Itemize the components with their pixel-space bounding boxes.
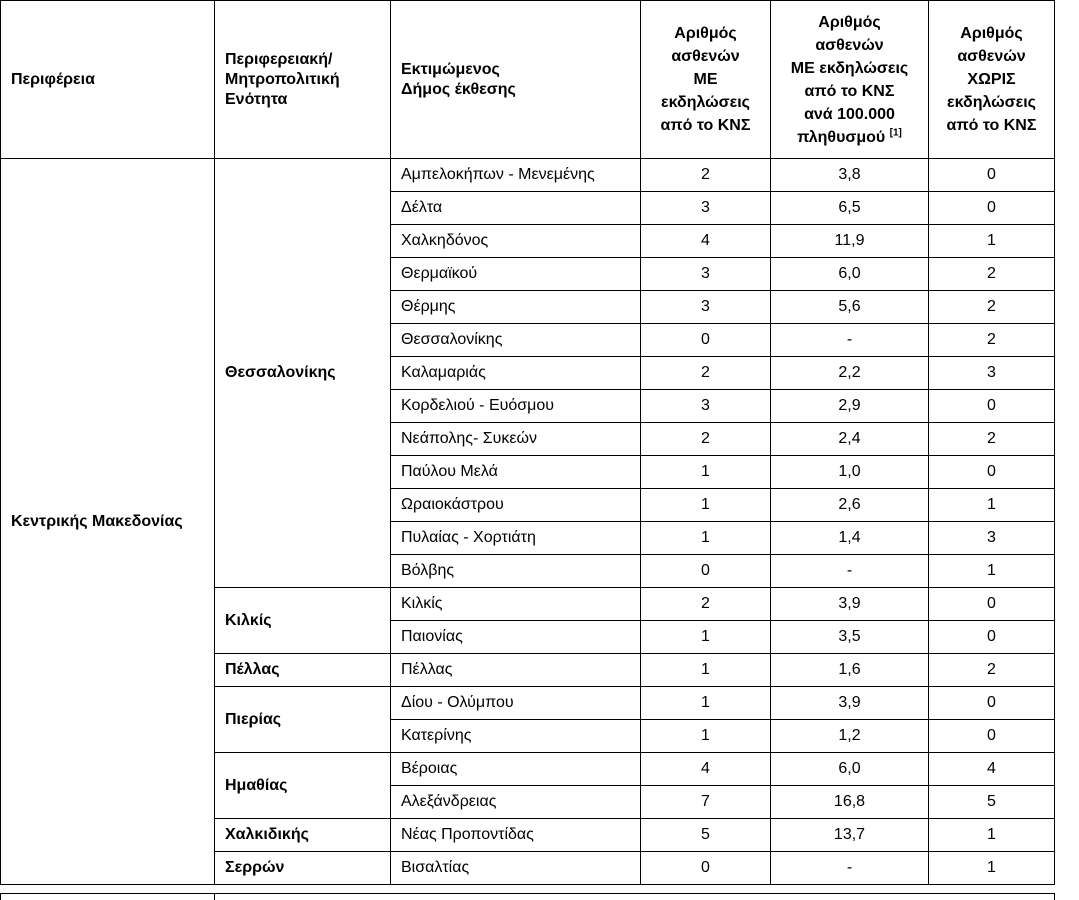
per100k-cell: 1,4: [771, 522, 929, 555]
per100k-cell: 1,0: [771, 456, 929, 489]
municipality-cell: Βόλβης: [391, 555, 641, 588]
with-cns-cell: 1: [641, 489, 771, 522]
header-line: Αριθμός: [960, 25, 1023, 42]
without-cns-cell: 0: [929, 588, 1055, 621]
table-continuation-border: [0, 893, 1055, 894]
header-line: ΜΕ: [693, 71, 718, 88]
header-line: εκδηλώσεις: [947, 94, 1036, 111]
with-cns-cell: 2: [641, 159, 771, 192]
with-cns-cell: 1: [641, 522, 771, 555]
header-line: ασθενών: [815, 36, 884, 54]
without-cns-cell: 1: [929, 225, 1055, 258]
per100k-cell: 16,8: [771, 786, 929, 819]
header-line: εκδηλώσεις: [661, 94, 750, 111]
header-municipality-line: Εκτιμώμενος: [401, 60, 500, 78]
with-cns-cell: 4: [641, 753, 771, 786]
with-cns-cell: 1: [641, 621, 771, 654]
without-cns-cell: 1: [929, 819, 1055, 852]
per100k-cell: 6,0: [771, 258, 929, 291]
municipality-cell: Βέροιας: [391, 753, 641, 786]
with-cns-cell: 0: [641, 555, 771, 588]
municipality-cell: Αμπελοκήπων - Μενεμένης: [391, 159, 641, 192]
without-cns-cell: 2: [929, 258, 1055, 291]
per100k-cell: 2,4: [771, 423, 929, 456]
header-line: [771, 126, 928, 149]
municipality-cell: Παύλου Μελά: [391, 456, 641, 489]
header-row: [1, 1, 1055, 159]
region-cell: Κεντρικής Μακεδονίας: [1, 159, 215, 885]
with-cns-cell: 1: [641, 654, 771, 687]
without-cns-cell: 2: [929, 423, 1055, 456]
with-cns-cell: 1: [641, 456, 771, 489]
per100k-cell: 2,9: [771, 390, 929, 423]
per100k-cell: 13,7: [771, 819, 929, 852]
without-cns-cell: 3: [929, 357, 1055, 390]
municipality-cell: Κιλκίς: [391, 588, 641, 621]
unit-cell: Κιλκίς: [215, 588, 391, 654]
header-unit-line: Μητροπολιτική: [225, 70, 340, 88]
without-cns-cell: 2: [929, 654, 1055, 687]
without-cns-cell: 1: [929, 852, 1055, 885]
without-cns-cell: 0: [929, 687, 1055, 720]
municipality-cell: Βισαλτίας: [391, 852, 641, 885]
header-line: Αριθμός: [674, 25, 737, 42]
per100k-cell: -: [771, 324, 929, 357]
header-line: Αριθμός: [818, 13, 881, 31]
with-cns-cell: 7: [641, 786, 771, 819]
per100k-cell: 1,2: [771, 720, 929, 753]
per100k-cell: 2,2: [771, 357, 929, 390]
unit-cell: Θεσσαλονίκης: [215, 159, 391, 588]
municipality-cell: Κορδελιού - Ευόσμου: [391, 390, 641, 423]
header-line: ανά 100.000: [804, 105, 895, 123]
municipality-cell: Θερμαϊκού: [391, 258, 641, 291]
header-without-cns: [929, 1, 1055, 159]
with-cns-cell: 3: [641, 258, 771, 291]
per100k-cell: 5,6: [771, 291, 929, 324]
unit-cell: Χαλκιδικής: [215, 819, 391, 852]
header-line: ΧΩΡΙΣ: [967, 71, 1016, 88]
header-unit-line: Ενότητα: [225, 90, 288, 108]
per100k-cell: 3,9: [771, 588, 929, 621]
without-cns-cell: 0: [929, 456, 1055, 489]
per100k-cell: -: [771, 555, 929, 588]
header-line: ΜΕ εκδηλώσεις: [790, 59, 909, 77]
with-cns-cell: 0: [641, 324, 771, 357]
without-cns-cell: 0: [929, 621, 1055, 654]
with-cns-cell: 4: [641, 225, 771, 258]
municipality-cell: Νέας Προποντίδας: [391, 819, 641, 852]
municipality-cell: Κατερίνης: [391, 720, 641, 753]
footnote-marker: [1]: [889, 127, 902, 139]
municipality-cell: Καλαμαριάς: [391, 357, 641, 390]
municipality-cell: Αλεξάνδρειας: [391, 786, 641, 819]
with-cns-cell: 3: [641, 390, 771, 423]
per100k-cell: 11,9: [771, 225, 929, 258]
unit-cell: Πιερίας: [215, 687, 391, 753]
without-cns-cell: 2: [929, 291, 1055, 324]
header-line: από το ΚΝΣ: [804, 82, 895, 100]
header-with-cns: [641, 1, 771, 159]
municipality-cell: Πέλλας: [391, 654, 641, 687]
header-per100k: [771, 1, 929, 159]
header-line: από το ΚΝΣ: [660, 117, 751, 134]
with-cns-cell: 1: [641, 720, 771, 753]
with-cns-cell: 2: [641, 588, 771, 621]
header-line-text: πληθυσμού: [797, 128, 886, 146]
with-cns-cell: 3: [641, 291, 771, 324]
without-cns-cell: 4: [929, 753, 1055, 786]
without-cns-cell: 0: [929, 720, 1055, 753]
municipality-cell: Παιονίας: [391, 621, 641, 654]
table-row: [1, 159, 1055, 192]
without-cns-cell: 2: [929, 324, 1055, 357]
header-line: ασθενών: [957, 48, 1026, 65]
per100k-cell: 1,6: [771, 654, 929, 687]
without-cns-cell: 0: [929, 192, 1055, 225]
unit-cell: Σερρών: [215, 852, 391, 885]
per100k-cell: 3,5: [771, 621, 929, 654]
without-cns-cell: 5: [929, 786, 1055, 819]
per100k-cell: -: [771, 852, 929, 885]
header-unit-line: Περιφερειακή/: [225, 50, 333, 68]
unit-cell: Ημαθίας: [215, 753, 391, 819]
municipality-cell: Θεσσαλονίκης: [391, 324, 641, 357]
municipality-cell: Ωραιοκάστρου: [391, 489, 641, 522]
table-continuation-edge: [214, 893, 215, 900]
per100k-cell: 6,5: [771, 192, 929, 225]
header-line: ασθενών: [671, 48, 740, 65]
municipality-cell: Νεάπολης- Συκεών: [391, 423, 641, 456]
municipality-cell: Δίου - Ολύμπου: [391, 687, 641, 720]
with-cns-cell: 5: [641, 819, 771, 852]
municipality-cell: Θέρμης: [391, 291, 641, 324]
municipality-cell: Χαλκηδόνος: [391, 225, 641, 258]
header-unit: [215, 1, 391, 159]
municipality-cell: Δέλτα: [391, 192, 641, 225]
per100k-cell: 2,6: [771, 489, 929, 522]
with-cns-cell: 2: [641, 357, 771, 390]
with-cns-cell: 2: [641, 423, 771, 456]
per100k-cell: 3,9: [771, 687, 929, 720]
table-continuation-edge: [0, 893, 1, 900]
municipality-cell: Πυλαίας - Χορτιάτη: [391, 522, 641, 555]
per100k-cell: 6,0: [771, 753, 929, 786]
header-municipality: [391, 1, 641, 159]
header-region: Περιφέρεια: [1, 1, 215, 159]
with-cns-cell: 3: [641, 192, 771, 225]
without-cns-cell: 0: [929, 159, 1055, 192]
with-cns-cell: 0: [641, 852, 771, 885]
without-cns-cell: 1: [929, 555, 1055, 588]
with-cns-cell: 1: [641, 687, 771, 720]
table-continuation-edge: [1054, 893, 1055, 900]
without-cns-cell: 3: [929, 522, 1055, 555]
header-line: από το ΚΝΣ: [946, 117, 1037, 134]
header-municipality-line: Δήμος έκθεσης: [401, 80, 516, 98]
without-cns-cell: 0: [929, 390, 1055, 423]
unit-cell: Πέλλας: [215, 654, 391, 687]
per100k-cell: 3,8: [771, 159, 929, 192]
without-cns-cell: 1: [929, 489, 1055, 522]
